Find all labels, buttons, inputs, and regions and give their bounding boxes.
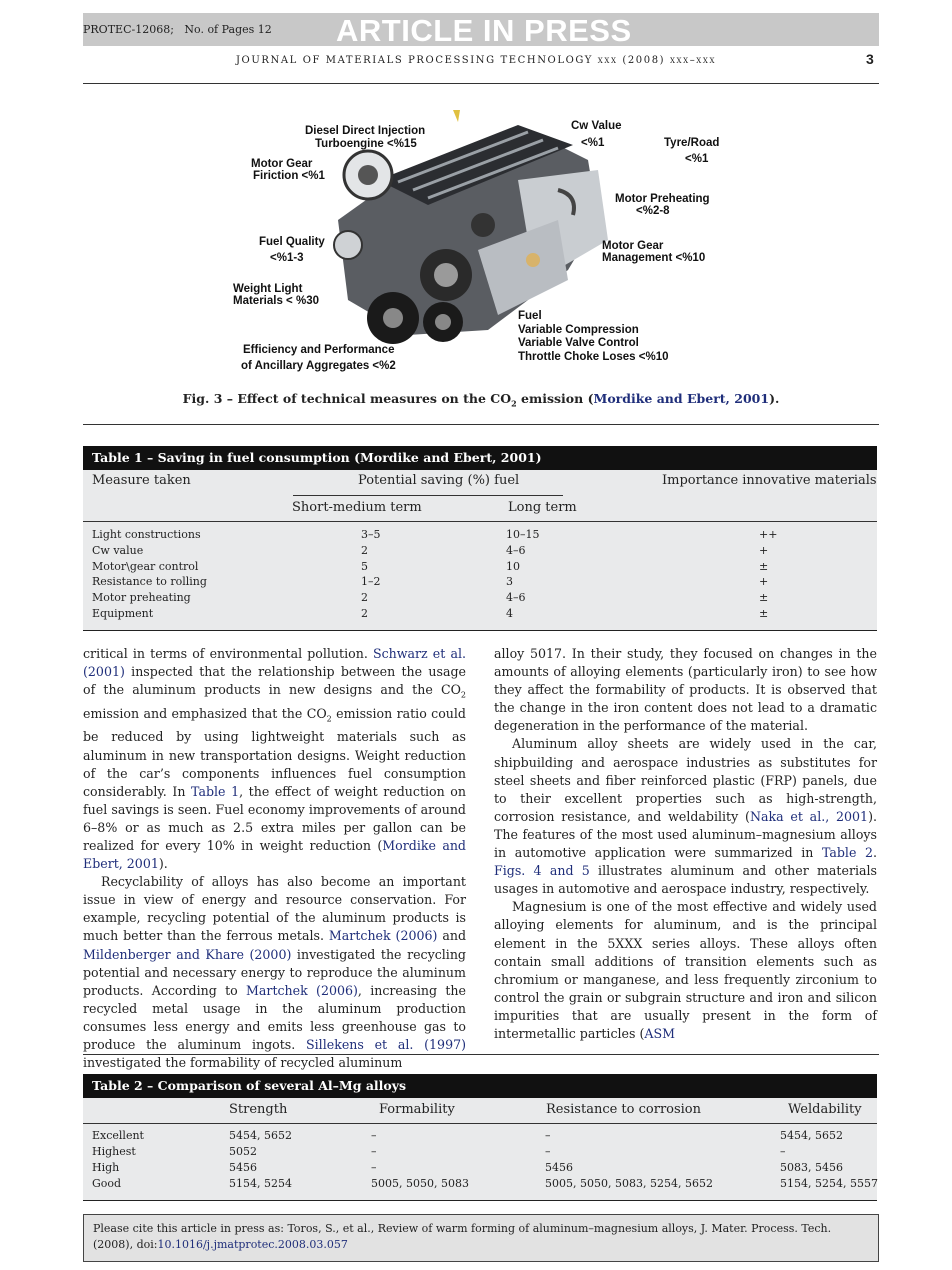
citation-box	[83, 1214, 879, 1262]
table-1-cell: Equipment	[92, 607, 154, 620]
table-2-cell: 5154, 5254, 5557	[780, 1177, 878, 1190]
table-2-cell: –	[371, 1161, 377, 1174]
body-paragraph	[83, 873, 466, 1072]
label-cw-2: <%1	[581, 137, 605, 149]
table-1-header-potential: Potential saving (%) fuel	[358, 473, 520, 488]
body-text: , increasing the recycled metal usage in the aluminum production consumes less energy and emits less greenhouse gas to produce the aluminum ingots.	[83, 982, 466, 1052]
table-1-cell: Motor\gear control	[92, 559, 199, 573]
reference-link[interactable]: Naka et al., 2001	[749, 808, 869, 824]
reference-link[interactable]: Mordike and Ebert, 2001	[83, 837, 466, 872]
body-text: investigated the recycling potential and necessary energy to reproduce the aluminum products. According to	[83, 946, 466, 998]
caption-sub: 2	[511, 398, 517, 409]
table-1-header-rule	[83, 521, 877, 522]
table-1-cell: 10–15	[506, 528, 540, 541]
table-2-cell: 5454, 5652	[780, 1129, 843, 1142]
table-2-cell: –	[780, 1145, 786, 1158]
figure-rule	[83, 424, 879, 425]
label-gearmgmt-1: Motor Gear	[602, 240, 664, 252]
table-1-header-short: Short-medium term	[292, 500, 422, 515]
table-1-cell: 3–5	[361, 528, 381, 541]
table-2-cell: 5005, 5050, 5083, 5254, 5652	[545, 1177, 713, 1190]
reference-link[interactable]: Mildenberger and Khare (2000)	[83, 946, 292, 962]
citation-text: Please cite this article in press as: Toros, S., et al., Review of warm forming of aluminum–magnesium alloys, J. Mater. Process. Tech. (2008), doi:	[93, 1222, 832, 1251]
reference-link[interactable]: Table 2	[821, 845, 873, 861]
table-1-cell: +	[759, 575, 769, 589]
table-1-cell: 2	[361, 591, 368, 605]
table-2-row-label: Good	[92, 1177, 122, 1190]
table-2-header-corrosion: Resistance to corrosion	[546, 1102, 702, 1117]
reference-link[interactable]: Schwarz et al. (2001)	[83, 646, 466, 680]
body-text: ).	[158, 856, 168, 872]
table-1-title: Table 1 – Saving in fuel consumption (Mordike and Ebert, 2001)	[83, 446, 877, 470]
label-fuel-2: Variable Compression	[518, 324, 639, 336]
caption-end: ).	[769, 391, 780, 406]
table-1-cell: 3	[506, 575, 513, 589]
body-text: 2	[460, 690, 466, 700]
table-1-header-long: Long term	[508, 500, 577, 515]
table-1-cell: 4	[506, 607, 513, 620]
table-2-cell: 5052	[229, 1145, 257, 1158]
label-gearfric-2: Firiction <%1	[253, 170, 325, 182]
reference-link[interactable]: Table 1	[191, 783, 240, 799]
table-2-cell: –	[545, 1145, 551, 1158]
table-1-cell: 2	[361, 607, 368, 620]
table-2-header-rule	[83, 1123, 877, 1124]
table-1-cell: ±	[759, 559, 769, 573]
body-text: emission and emphasized that the CO	[83, 705, 327, 721]
label-fuel-3: Variable Valve Control	[518, 337, 639, 349]
table-1	[83, 446, 877, 631]
figure-caption	[83, 391, 879, 409]
table-2-row-label: Highest	[92, 1145, 136, 1158]
caption-mid: emission (	[516, 391, 594, 406]
body-text: alloy 5017. In their study, they focused on changes in the amounts of alloying elements (particularly iron) to see how they affect the formability of products. It is observed that the change in the iron content does not lead to a dramatic degeneration in the performance of the material.	[494, 646, 877, 734]
page-number: 3	[866, 51, 874, 67]
label-gearfric-1: Motor Gear	[251, 158, 313, 170]
table-2-header-weldability: Weldability	[788, 1102, 862, 1117]
caption-text: Fig. 3 – Effect of technical measures on the CO	[182, 391, 512, 406]
table-2-row-label: Excellent	[92, 1129, 144, 1142]
body-text: and	[437, 928, 467, 944]
label-fuel-1: Fuel	[518, 310, 542, 322]
table-2-cell: –	[545, 1129, 551, 1142]
body-text: .	[872, 845, 877, 861]
label-fuelq-1: Fuel Quality	[259, 236, 325, 248]
table-1-cell: ++	[759, 528, 778, 541]
table-2-cell: –	[371, 1145, 377, 1158]
article-id: PROTEC-12068; No. of Pages 12	[83, 23, 272, 36]
caption-reference-link[interactable]: Mordike and Ebert, 2001	[593, 391, 770, 406]
table-1-cell: +	[759, 543, 769, 557]
body-text: inspected that the relationship between the usage of the aluminum products in new designs and the CO	[83, 664, 466, 698]
article-in-press-banner: ARTICLE IN PRESS	[336, 13, 632, 48]
label-weight-1: Weight Light	[233, 283, 303, 295]
label-preheat-2: <%2-8	[636, 205, 670, 217]
table-2-cell: 5083, 5456	[780, 1161, 843, 1174]
reference-link[interactable]: Martchek (2006)	[328, 928, 438, 944]
table-2-cell: 5456	[545, 1161, 573, 1174]
body-text: ). The features of the most used aluminum–magnesium alloys in automotive application were summarized in	[494, 808, 877, 861]
body-text: illustrates aluminum and other materials usages in automotive and aerospace industry, respectively.	[494, 863, 877, 897]
label-fuel-4: Throttle Choke Loses <%10	[518, 351, 669, 363]
table-1-cell: 4–6	[506, 543, 526, 557]
body-text: 2	[326, 714, 332, 724]
label-fuelq-2: <%1-3	[270, 252, 304, 264]
body-text: emission ratio could be reduced by using lightweight materials such as aluminum in new transportation designs. Weight reduction of the car’s components influences fuel consumption considerably. In	[83, 705, 466, 799]
table-2	[83, 1074, 877, 1201]
table-1-subheader-rule	[293, 495, 563, 496]
table-1-cell: Motor preheating	[92, 591, 191, 605]
table-2-row-label: High	[92, 1161, 120, 1174]
table-2-header-formability: Formability	[379, 1102, 455, 1117]
body-column-right	[494, 645, 877, 1043]
body-text: Recyclability of alloys has also become an important issue in view of energy and resource conservation. For example, recycling potential of the aluminum products is much better than the ferrous metals.	[83, 874, 466, 944]
engine-figure	[228, 100, 728, 380]
table-2-cell: 5005, 5050, 5083	[371, 1177, 469, 1190]
table-1-cell: Resistance to rolling	[92, 575, 207, 589]
body-paragraph	[494, 898, 877, 1043]
table-1-header-importance: Importance innovative materials	[662, 473, 877, 488]
table-2-top-rule	[83, 1054, 879, 1055]
body-text-right	[494, 645, 877, 735]
reference-link[interactable]: ASM	[644, 1025, 675, 1041]
label-tyre-1: Tyre/Road	[664, 137, 720, 149]
table-2-cell: 5454, 5652	[229, 1129, 292, 1142]
reference-link[interactable]: Figs. 4 and 5	[494, 863, 590, 879]
doi-link[interactable]: 10.1016/j.jmatprotec.2008.03.057	[157, 1238, 348, 1251]
header-rule	[83, 83, 879, 84]
table-1-cell: 10	[506, 559, 520, 573]
table-2-cell: 5154, 5254	[229, 1177, 292, 1190]
table-1-cell: Light constructions	[92, 528, 201, 541]
label-tyre-2: <%1	[685, 153, 709, 165]
body-text: Magnesium is one of the most effective and widely used alloying elements for aluminum, and is the principal element in the 5XXX series alloys. These alloys often contain small additions of transition elements such as chromium or manganese, and less frequently zirconium to control the grain or subgrain structure and iron and silicon impurities that are usually present in the form of intermetallic particles (	[494, 899, 877, 1041]
table-1-cell: ±	[759, 607, 769, 620]
reference-link[interactable]: Martchek (2006)	[246, 982, 358, 998]
label-eff-1: Efficiency and Performance	[243, 344, 395, 356]
table-1-header-measure: Measure taken	[92, 473, 191, 488]
table-2-cell: –	[371, 1129, 377, 1142]
reference-link[interactable]: Sillekens et al. (1997)	[306, 1037, 467, 1052]
body-paragraph	[494, 735, 877, 898]
table-1-cell: 2	[361, 543, 368, 557]
table-2-header-strength: Strength	[229, 1102, 288, 1117]
label-gearmgmt-2: Management <%10	[602, 252, 706, 264]
label-eff-2: of Ancillary Aggregates <%2	[241, 360, 396, 372]
table-1-cell: 5	[361, 559, 368, 573]
table-2-title: Table 2 – Comparison of several Al–Mg alloys	[83, 1074, 877, 1098]
body-text-left	[83, 645, 466, 873]
label-preheat-1: Motor Preheating	[615, 193, 710, 205]
table-1-cell: Cw value	[92, 543, 144, 557]
label-diesel-2: Turboengine <%15	[315, 138, 417, 150]
table-1-cell: 4–6	[506, 591, 526, 605]
body-text: investigated the formability of recycled aluminum	[83, 1055, 403, 1071]
label-diesel-1: Diesel Direct Injection	[305, 125, 426, 137]
journal-name: JOURNAL OF MATERIALS PROCESSING TECHNOLOGY xxx (2008) xxx–xxx	[235, 55, 717, 66]
body-text: Aluminum alloy sheets are widely used in the car, shipbuilding and aerospace industries as substitutes for steel sheets and fiber reinforced plastic (FRP) panels, due to their excellent properties such as high-strength, corrosion resistance, and weldability (	[494, 736, 877, 824]
table-1-cell: ±	[759, 591, 769, 605]
table-1-cell: 1–2	[361, 575, 381, 589]
body-column-left	[83, 645, 466, 1072]
table-2-cell: 5456	[229, 1161, 257, 1174]
label-weight-2: Materials < %30	[233, 295, 319, 307]
body-text: critical in terms of environmental pollution.	[83, 646, 373, 661]
body-text: , the effect of weight reduction on fuel savings is seen. Fuel economy improvements of around 6–8% or as much as 2.5 extra miles per gallon can be realized for every 10% in weight reduction (	[83, 783, 466, 853]
label-cw-1: Cw Value	[571, 120, 622, 132]
